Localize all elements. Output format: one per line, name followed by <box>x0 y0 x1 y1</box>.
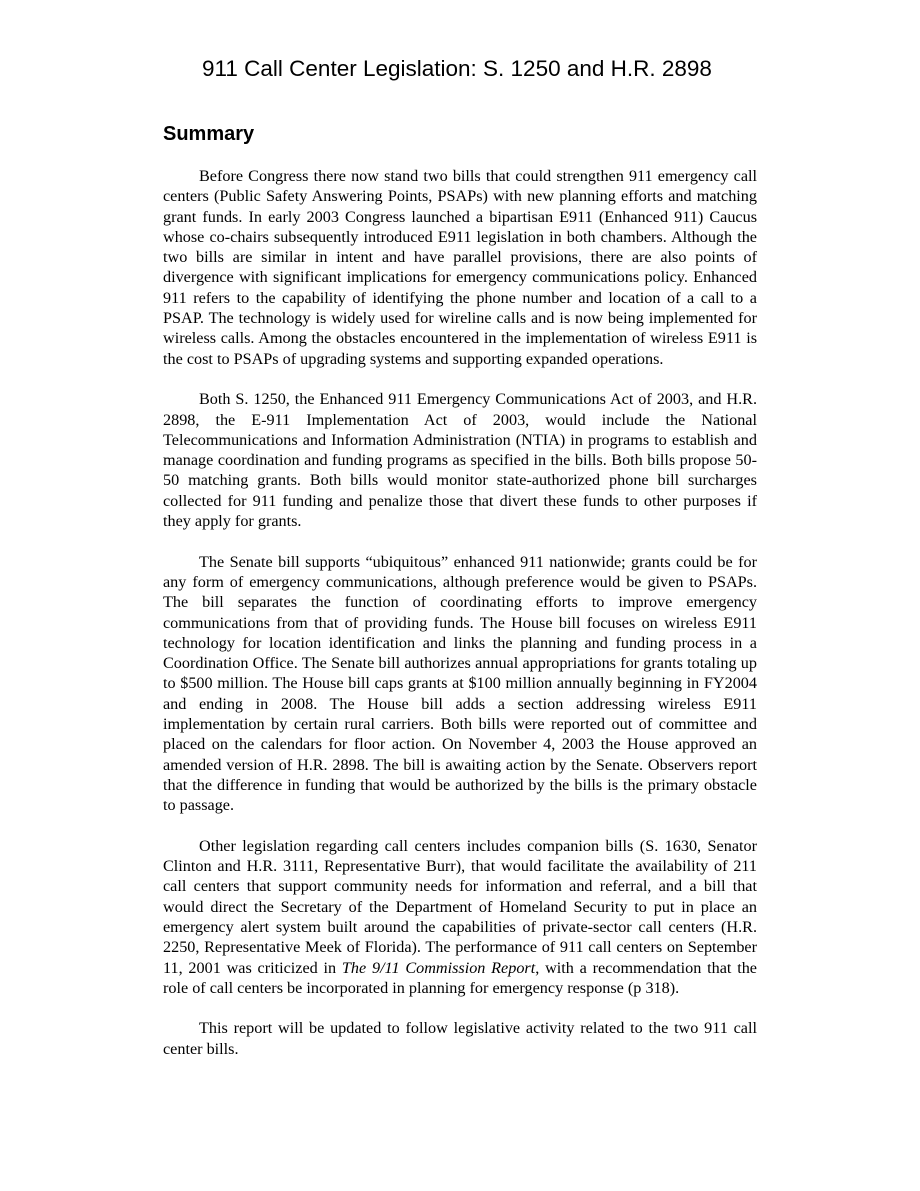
paragraph-4-text-before-citation: Other legislation regarding call centers includes companion bills (S. 1630, Senator Clinton and H.R. 3111, Representative Burr), that would facilitate the availability of 211 call centers that support community needs for information and referral, and a bill that would direct the Secretary of the Department of Homeland Security to put in place an emergency alert system built around the capabilities of private-sector call centers (H.R. 2250, Representative Meek of Florida). The performance of 911 call centers on September 11, 2001 was criticized in <box>163 836 757 977</box>
commission-report-citation: The 9/11 Commission Report <box>341 958 536 977</box>
summary-body <box>163 166 757 1059</box>
report-title: 911 Call Center Legislation: S. 1250 and H.R. 2898 <box>202 56 712 81</box>
summary-paragraph-2: Both S. 1250, the Enhanced 911 Emergency Communications Act of 2003, and H.R. 2898, the E-911 Implementation Act of 2003, would include the National Telecommunications and Information Administration (NTIA) in programs to establish and manage coordination and funding programs as specified in the bills. Both bills propose 50-50 matching grants. Both bills would monitor state-authorized phone bill surcharges collected for 911 funding and penalize those that divert these funds to other purposes if they apply for grants. <box>163 390 757 531</box>
summary-paragraph-5: This report will be updated to follow legislative activity related to the two 911 call center bills. <box>163 1019 757 1058</box>
summary-paragraph-4 <box>163 836 757 998</box>
summary-paragraph-3: The Senate bill supports “ubiquitous” enhanced 911 nationwide; grants could be for any form of emergency communications, although preference would be given to PSAPs. The bill separates the function of coordinating efforts to improve emergency communications from that of providing funds. The House bill focuses on wireless E911 technology for location identification and links the planning and funding process in a Coordination Office. The Senate bill authorizes annual appropriations for grants totaling up to $500 million. The House bill caps grants at $100 million annually beginning in FY2004 and ending in 2008. The House bill adds a section addressing wireless E911 implementation by certain rural carriers. Both bills were reported out of committee and placed on the calendars for floor action. On November 4, 2003 the House approved an amended version of H.R. 2898. The bill is awaiting action by the Senate. Observers report that the difference in funding that would be authorized by the bills is the primary obstacle to passage. <box>163 552 757 815</box>
summary-paragraph-1: Before Congress there now stand two bills that could strengthen 911 emergency call centers (Public Safety Answering Points, PSAPs) with new planning efforts and matching grant funds. In early 2003 Congress launched a bipartisan E911 (Enhanced 911) Caucus whose co-chairs subsequently introduced E911 legislation in both chambers. Although the two bills are similar in intent and have parallel provisions, there are also points of divergence with significant implications for emergency communications policy. Enhanced 911 refers to the capability of identifying the phone number and location of a call to a PSAP. The technology is widely used for wireline calls and is now being implemented for wireless calls. Among the obstacles encountered in the implementation of wireless E911 is the cost to PSAPs of upgrading systems and supporting expanded operations. <box>163 167 757 368</box>
section-heading-summary: Summary <box>163 123 255 145</box>
paragraph-4-text-after-citation: , with a recommendation that the role of call centers be incorporated in planning for emergency response (p 318). <box>163 958 757 997</box>
